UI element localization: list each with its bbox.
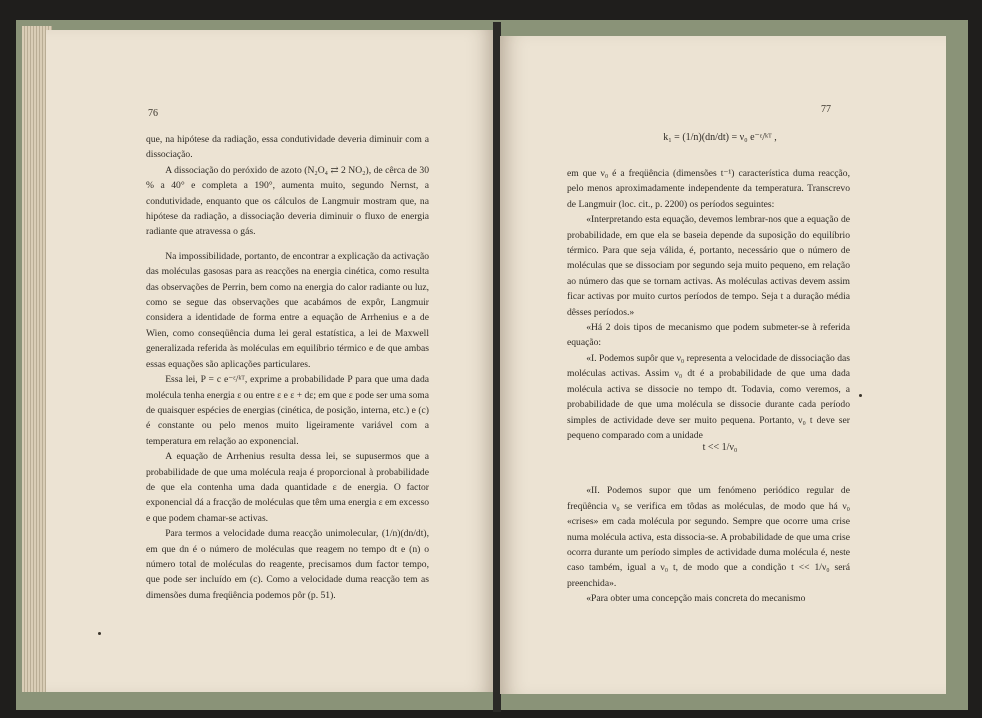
paragraph: «Para obter uma concepção mais concreta do mecanismo: [586, 593, 806, 605]
paragraph: Na impossibilidade, portanto, de encontrar a explicação da activação das moléculas gasosas para as reacções na energia cinética, como resulta das observações de Perrin, bem como na energia do calor radiante ou luz, como se segue das observações que acabámos de expôr, Langmuir considera a identidade de forma entre a equação de Arrhenius e a de Wien, como conseqüência duma lei geral estatística, a lei de Maxwell generalizada referida às moléculas em equilíbrio térmico e de que ambas essas equações são aplicações particulares.: [146, 250, 429, 370]
paragraph: em que ν₀ é a freqüência (dimensões t⁻¹) característica duma reacção, pelo menos aproximadamente independente da temperatura. Transcrevo de Langmuir (loc. cit., p. 2200) os períodos seguintes:: [567, 168, 850, 210]
paragraph: «Há 2 dois tipos de mecanismo que podem submeter-se à referida equação:: [567, 322, 850, 349]
right-page-text: [567, 166, 850, 607]
paragraph: «Interpretando esta equação, devemos lembrar-nos que a equação de probabilidade, em que ela se baseia depende da suposição do equilíbrio térmico. Para que seja válida, é, portanto, necessário que o número de moléculas que se dissociam por segundo seja muito pequeno, em relação ao número das que se tornam activas. As moléculas activas devem assim ficar activas por muito curtos períodos de tempo. Seja t a duração média dêsses períodos.»: [567, 214, 850, 318]
left-page: [46, 30, 494, 692]
equation-condition: t << 1/ν₀: [702, 442, 738, 453]
paragraph: Essa lei, P = c e⁻ᵋ/ᵏᵀ, exprime a probabilidade P para que uma dada molécula tenha energia ε ou entre ε e ε + dε; em que ε pode ser uma soma de quaisquer espécies de energias (cinética, de posição, interna, etc.) e (c) é constante ou pelo menos muito ligeiramente variável com a temperatura em relação ao exponencial.: [146, 374, 429, 447]
page-number-left: 76: [148, 108, 158, 119]
stray-mark: [98, 632, 101, 635]
right-page: [500, 36, 946, 694]
paragraph: «II. Podemos supor que um fenómeno periódico regular de freqüência ν₀ se verifica em tôdas as moléculas, de modo que há ν₀ «crises» em cada molécula por segundo. Sempre que ocorre uma crise numa molécula activa, esta dissocia-se. A probabilidade de que uma crise ocorra durante um período simples de actividade duma molécula é, neste caso também, igual a ν₀ t, de modo que a condição t << 1/ν₀ será preenchida».: [567, 485, 850, 589]
paragraph: «I. Podemos supôr que ν₀ representa a velocidade de dissociação das moléculas activas. Assim ν₀ dt é a probabilidade de que uma dada molécula activa se dissocie no tempo dt. Todavia, como veremos, a probabilidade de que uma molécula se dissocie durante cada período simples de actividade deve ser muito pequena. Portanto, ν₀ t deve ser pequeno comparado com a unidade: [567, 352, 850, 441]
paragraph: A dissociação do peróxido de azoto (N₂O₄ ⇄ 2 NO₂), de cêrca de 30 % a 40° e completa a 190°, aumenta muito, segundo Nernst, a condutividade, enquanto que os cálculos de Langmuir mostram que, na hipótese da radiação, a dissociação deveria diminuir o fluxo de energia radiante que atravessa o gás.: [146, 164, 429, 238]
left-page-text: [146, 132, 429, 603]
page-number-right: 77: [821, 104, 831, 115]
stray-mark: [859, 394, 862, 397]
equation-rate-constant: k₁ = (1/n)(dn/dt) = ν₀ e⁻ᵋ/ᵏᵀ ,: [663, 132, 777, 143]
paragraph: que, na hipótese da radiação, essa condutividade deveria diminuir com a dissociação.: [146, 134, 429, 161]
paragraph: A equação de Arrhenius resulta dessa lei, se supusermos que a probabilidade de que uma molécula reaja é proporcional à probabilidade de que ela contenha uma dada quantidade ε de energia. O factor exponencial dá a fracção de moléculas que têm uma energia ε em excesso e que podem chamar-se activas.: [146, 451, 430, 524]
paragraph: Para termos a velocidade duma reacção unimolecular, (1/n)(dn/dt), em que dn é o número de moléculas que reagem no tempo dt e (n) o número total de moléculas do reagente, precisamos dum factor tempo, que pode ser incluído em (c). Como a velocidade duma reacção tem as dimensões duma freqüência podemos pôr (p. 51).: [146, 528, 429, 601]
